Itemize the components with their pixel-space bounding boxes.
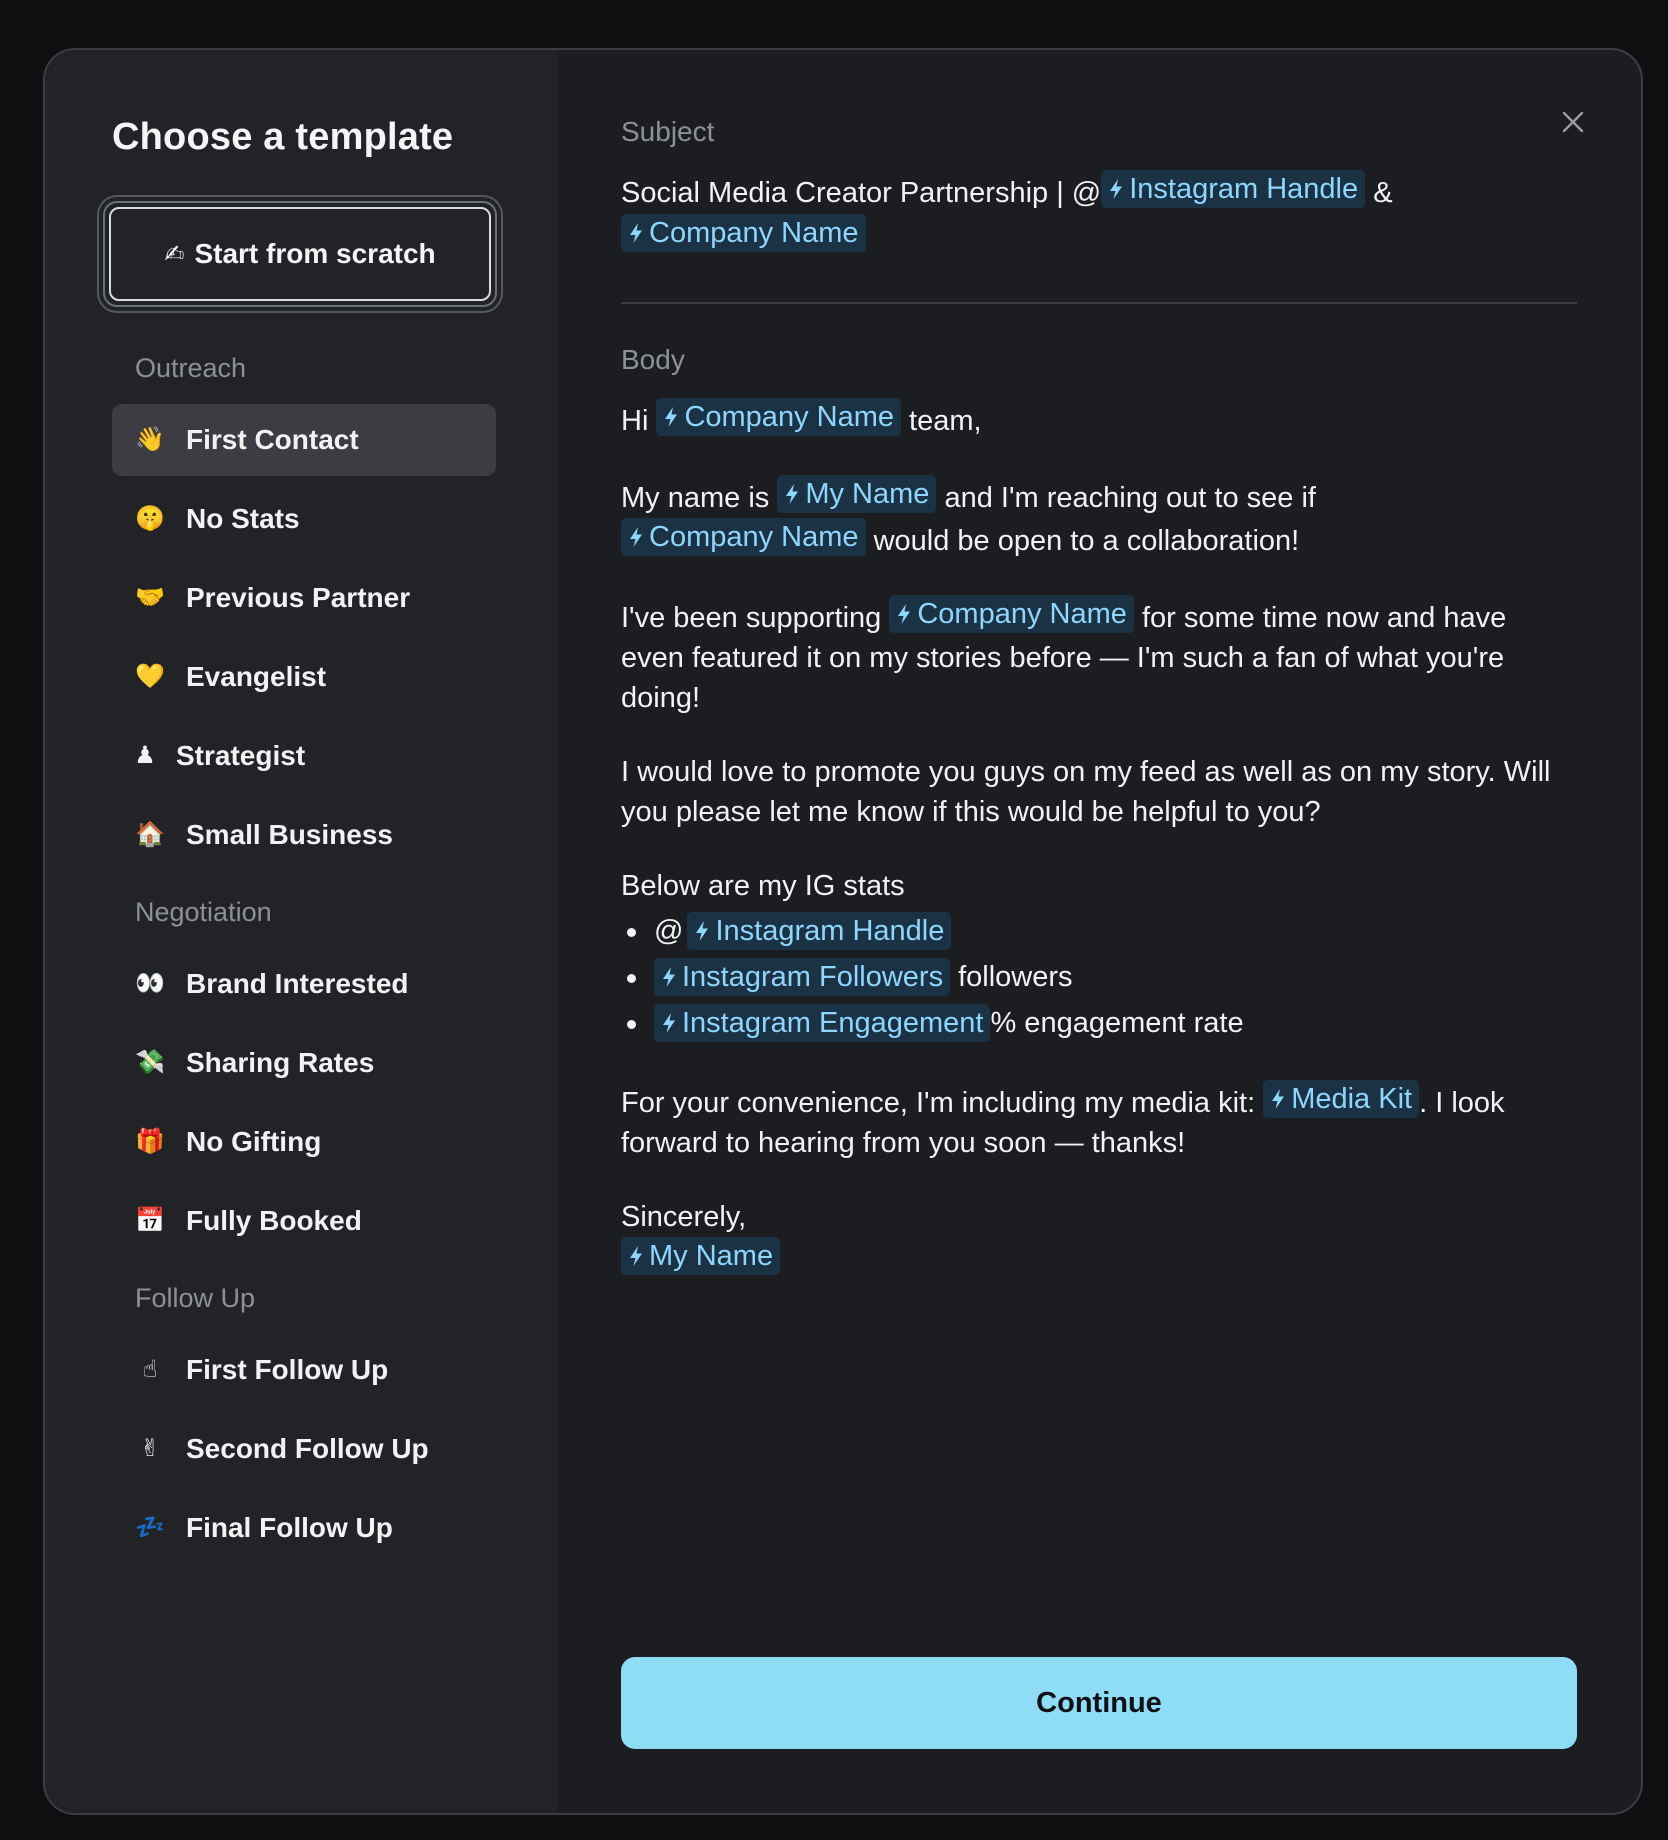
scratch-button-content (164, 238, 435, 270)
variable-chip[interactable] (1101, 170, 1365, 208)
template-label: Final Follow Up (186, 1512, 393, 1543)
stats-list (621, 908, 1577, 1046)
subject-label: Subject (621, 116, 715, 147)
writing-hand-icon: ✍ (164, 240, 185, 268)
variable-chip[interactable] (621, 214, 866, 252)
body-paragraph-2 (621, 595, 1577, 718)
continue-button[interactable]: Continue (621, 1657, 1577, 1749)
template-label: Fully Booked (186, 1205, 362, 1236)
template-first-follow-up[interactable] (112, 1334, 496, 1406)
template-preview (557, 50, 1641, 1813)
body-greeting (621, 398, 1577, 441)
lightning-icon (1109, 178, 1123, 200)
zzz-icon: 💤 (135, 1514, 165, 1541)
variable-chip[interactable] (687, 912, 951, 950)
template-no-gifting[interactable] (112, 1106, 496, 1178)
paragraph-text: My name is (621, 482, 770, 514)
lightning-icon (629, 526, 643, 548)
template-label: Brand Interested (186, 968, 409, 999)
variable-chip[interactable] (654, 958, 950, 996)
stat-suffix: followers (958, 961, 1073, 993)
lightning-icon (662, 1012, 676, 1034)
template-no-stats[interactable] (112, 483, 496, 555)
subject-ampersand: & (1373, 177, 1393, 209)
template-label: Sharing Rates (186, 1047, 375, 1078)
lightning-icon (629, 1245, 643, 1267)
chip-label: Instagram Handle (715, 915, 945, 947)
shushing-face-icon: 🤫 (135, 505, 165, 532)
lightning-icon (897, 603, 911, 625)
template-evangelist[interactable] (112, 641, 496, 713)
close-button[interactable] (1555, 104, 1591, 140)
lightning-icon (785, 483, 799, 505)
group-label-outreach: Outreach (135, 353, 247, 383)
chip-label: Instagram Engagement (682, 1007, 984, 1039)
stats-item-followers (621, 954, 1577, 1000)
body-label: Body (621, 344, 685, 375)
paragraph-text: and I'm reaching out to see if (944, 482, 1316, 514)
pointing-up-icon: ☝ (142, 1356, 158, 1383)
lightning-icon (1271, 1088, 1285, 1110)
template-sidebar (45, 50, 557, 1813)
handshake-icon: 🤝 (135, 584, 165, 611)
template-label: Strategist (176, 740, 306, 771)
greeting-text: Hi (621, 405, 649, 437)
lightning-icon (664, 406, 678, 428)
waving-hand-icon: 👋 (135, 426, 165, 453)
template-second-follow-up[interactable] (112, 1413, 496, 1485)
chip-label: Company Name (684, 401, 894, 433)
start-from-scratch-button[interactable] (103, 201, 497, 307)
group-label-follow-up: Follow Up (135, 1283, 256, 1313)
stat-prefix: @ (654, 915, 684, 947)
chip-label: Company Name (917, 598, 1127, 630)
template-label: First Follow Up (186, 1354, 389, 1385)
body-paragraph-3: I would love to promote you guys on my feed as well as on my story. Will you please let me know if this would be helpful to you? (621, 756, 1551, 828)
paragraph-text: I've been supporting (621, 602, 882, 634)
template-previous-partner[interactable] (112, 562, 496, 634)
greeting-text-end: team, (909, 405, 982, 437)
template-label: No Stats (186, 503, 300, 534)
chess-pawn-icon: ♟ (134, 742, 156, 769)
template-label: No Gifting (186, 1126, 322, 1157)
lightning-icon (662, 966, 676, 988)
negotiation-group (112, 897, 557, 1257)
scratch-button-label: Start from scratch (194, 238, 436, 269)
body-paragraph-1 (621, 475, 1577, 561)
lightning-icon (695, 920, 709, 942)
template-final-follow-up[interactable] (112, 1492, 496, 1564)
subject-line (621, 170, 1577, 258)
template-label: Second Follow Up (186, 1433, 429, 1464)
follow-up-group (112, 1283, 557, 1564)
sidebar-title: Choose a template (112, 116, 454, 158)
body-stats-section (621, 866, 1577, 1046)
paragraph-text: for some time now and have even featured it on my stories before — I'm such a fan of what you're doing! (621, 602, 1507, 714)
chip-label: Company Name (649, 521, 859, 553)
template-label: Small Business (186, 819, 393, 850)
chip-label: Instagram Followers (682, 961, 944, 993)
variable-chip[interactable] (656, 398, 901, 436)
chip-label: My Name (649, 1240, 774, 1272)
template-modal (43, 48, 1643, 1815)
house-icon: 🏠 (135, 821, 165, 848)
stats-item-engagement (621, 1000, 1577, 1046)
paragraph-text: would be open to a collaboration! (873, 525, 1300, 557)
paragraph-text: For your convenience, I'm including my media kit: (621, 1087, 1256, 1119)
victory-hand-icon: ✌ (139, 1435, 161, 1462)
template-small-business[interactable] (112, 799, 496, 871)
variable-chip[interactable] (889, 595, 1134, 633)
yellow-heart-icon: 💛 (135, 663, 165, 690)
lightning-icon (629, 222, 643, 244)
signoff-text: Sincerely, (621, 1201, 747, 1233)
template-sharing-rates[interactable] (112, 1027, 496, 1099)
variable-chip[interactable] (621, 518, 866, 556)
chip-label: Media Kit (1291, 1083, 1413, 1115)
template-label: First Contact (186, 424, 359, 455)
template-fully-booked[interactable] (112, 1185, 496, 1257)
body-signoff (621, 1197, 1577, 1280)
variable-chip[interactable] (654, 1004, 990, 1042)
group-label-negotiation: Negotiation (135, 897, 272, 927)
chip-label: My Name (805, 478, 930, 510)
subject-prefix: Social Media Creator Partnership | @ (621, 177, 1102, 209)
close-icon (1562, 111, 1584, 133)
template-first-contact[interactable] (112, 404, 496, 476)
body-paragraph-4 (621, 1080, 1577, 1163)
variable-chip[interactable] (621, 1237, 780, 1275)
subject-body-divider (621, 302, 1577, 304)
template-strategist[interactable] (112, 720, 496, 792)
stats-item-handle (621, 908, 1577, 954)
money-wings-icon: 💸 (135, 1049, 165, 1076)
stat-suffix: % engagement rate (990, 1007, 1244, 1039)
variable-chip[interactable] (1263, 1080, 1419, 1118)
chip-label: Company Name (649, 217, 859, 249)
variable-chip[interactable] (777, 475, 936, 513)
template-brand-interested[interactable] (112, 948, 496, 1020)
paragraph-text: . I look forward to hearing from you soon — thanks! (621, 1087, 1505, 1159)
stats-intro: Below are my IG stats (621, 870, 905, 902)
calendar-icon: 📅 (135, 1207, 165, 1234)
template-label: Evangelist (186, 661, 327, 692)
template-label: Previous Partner (186, 582, 411, 613)
eyes-icon: 👀 (135, 970, 165, 997)
chip-label: Instagram Handle (1129, 173, 1359, 205)
gift-icon: 🎁 (135, 1128, 165, 1155)
outreach-group (112, 353, 557, 871)
